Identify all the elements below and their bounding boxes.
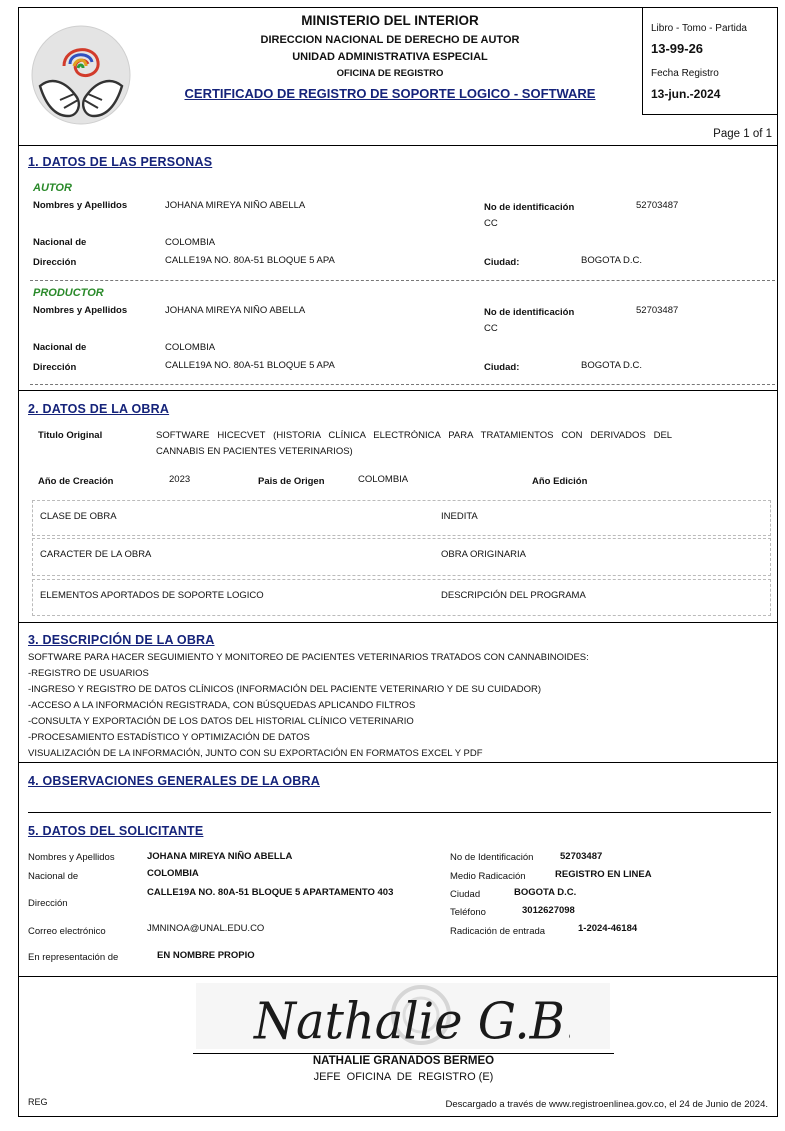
- ministry-logo: [30, 24, 132, 126]
- section4-title: 4. OBSERVACIONES GENERALES DE LA OBRA: [28, 774, 320, 788]
- applicant-name-label: Nombres y Apellidos: [28, 852, 115, 863]
- applicant-nationality-label: Nacional de: [28, 871, 79, 882]
- work-character-label: CARACTER DE LA OBRA: [40, 549, 152, 560]
- section1-title: 1. DATOS DE LAS PERSONAS: [28, 155, 213, 169]
- ministry-name: MINISTERIO DEL INTERIOR: [301, 13, 479, 28]
- applicant-name: JOHANA MIREYA NIÑO ABELLA: [147, 851, 293, 862]
- applicant-id-label: No de Identificación: [450, 852, 534, 863]
- divider: [18, 762, 778, 763]
- producer-nationality-label: Nacional de: [33, 342, 87, 353]
- applicant-nationality: COLOMBIA: [147, 868, 199, 879]
- applicant-address: CALLE19A NO. 80A-51 BLOQUE 5 APARTAMENTO 403: [147, 887, 394, 898]
- producer-id-type: CC: [484, 323, 498, 334]
- author-role: AUTOR: [33, 182, 72, 194]
- applicant-email-label: Correo electrónico: [28, 926, 106, 937]
- author-city: BOGOTA D.C.: [581, 255, 643, 266]
- divider: [18, 976, 778, 977]
- author-city-label: Ciudad:: [484, 257, 520, 268]
- author-name: JOHANA MIREYA NIÑO ABELLA: [165, 200, 306, 211]
- applicant-address-label: Dirección: [28, 898, 68, 909]
- author-address: CALLE19A NO. 80A-51 BLOQUE 5 APA: [165, 255, 335, 266]
- edition-label: Año Edición: [532, 476, 588, 487]
- producer-address: CALLE19A NO. 80A-51 BLOQUE 5 APA: [165, 360, 335, 371]
- producer-name: JOHANA MIREYA NIÑO ABELLA: [165, 305, 306, 316]
- applicant-city: BOGOTA D.C.: [514, 887, 577, 898]
- registry-date-value: 13-jun.-2024: [651, 87, 721, 101]
- applicant-phone-label: Teléfono: [450, 907, 486, 918]
- year-label: Año de Creación: [38, 476, 114, 487]
- dashed-separator: [30, 280, 775, 281]
- original-title-line2: CANNABIS EN PACIENTES VETERINARIOS): [156, 446, 353, 457]
- section3-title: 3. DESCRIPCIÓN DE LA OBRA: [28, 633, 215, 647]
- signature-line: [193, 1053, 614, 1054]
- work-character-value: OBRA ORIGINARIA: [441, 549, 526, 560]
- registry-value: 13-99-26: [651, 41, 704, 56]
- observations-underline: [28, 812, 771, 813]
- original-title-line1: SOFTWARE HICECVET (HISTORIA CLÍNICA ELECTRÓNICA PARA TRATAMIENTOS CON DERIVADOS DEL: [156, 430, 673, 441]
- work-class-label: CLASE DE OBRA: [40, 511, 117, 522]
- description-line: VISUALIZACIÓN DE LA INFORMACIÓN, JUNTO CON SU EXPORTACIÓN EN FORMATOS EXCEL Y PDF: [28, 748, 483, 759]
- author-nationality-label: Nacional de: [33, 237, 87, 248]
- software-elements-label: ELEMENTOS APORTADOS DE SOPORTE LOGICO: [40, 590, 264, 601]
- divider: [18, 622, 778, 623]
- description-line: -ACCESO A LA INFORMACIÓN REGISTRADA, CON BÚSQUEDAS APLICANDO FILTROS: [28, 700, 416, 711]
- producer-name-label: Nombres y Apellidos: [33, 305, 128, 316]
- signatory-position: JEFE OFICINA DE REGISTRO (E): [313, 1071, 494, 1083]
- footer-code: REG: [28, 1097, 48, 1107]
- producer-nationality: COLOMBIA: [165, 342, 216, 353]
- applicant-id-value: 52703487: [560, 851, 603, 862]
- page-number: Page 1 of 1: [713, 128, 772, 140]
- section5-title: 5. DATOS DEL SOLICITANTE: [28, 824, 204, 838]
- registry-date-label: Fecha Registro: [651, 68, 719, 79]
- author-address-label: Dirección: [33, 257, 77, 268]
- filing-number-label: Radicación de entrada: [450, 926, 546, 937]
- year-value: 2023: [169, 474, 191, 485]
- certificate-title: CERTIFICADO DE REGISTRO DE SOPORTE LOGICO - SOFTWARE: [184, 86, 596, 101]
- producer-city-label: Ciudad:: [484, 362, 520, 373]
- signature-image: [250, 986, 570, 1052]
- filing-medium: REGISTRO EN LINEA: [555, 869, 652, 880]
- filing-number: 1-2024-46184: [578, 923, 638, 934]
- divider: [18, 390, 778, 391]
- producer-address-label: Dirección: [33, 362, 77, 373]
- description-line: -INGRESO Y REGISTRO DE DATOS CLÍNICOS (INFORMACIÓN DEL PACIENTE VETERINARIO Y DE SU CUIDADOR): [28, 684, 542, 695]
- country-value: COLOMBIA: [358, 474, 409, 485]
- author-id-label: No de identificación: [484, 202, 575, 213]
- filing-medium-label: Medio Radicación: [450, 871, 526, 882]
- divider: [18, 145, 778, 146]
- dashed-separator: [30, 384, 775, 385]
- author-id-type: CC: [484, 218, 498, 229]
- description-line: -CONSULTA Y EXPORTACIÓN DE LOS DATOS DEL HISTORIAL CLÍNICO VETERINARIO: [28, 716, 414, 727]
- author-nationality: COLOMBIA: [165, 237, 216, 248]
- producer-role: PRODUCTOR: [33, 287, 104, 299]
- registry-label: Libro - Tomo - Partida: [651, 23, 747, 34]
- svg-text:Nathalie G.B.: Nathalie G.B.: [254, 991, 570, 1051]
- producer-id-label: No de identificación: [484, 307, 575, 318]
- description-line: -REGISTRO DE USUARIOS: [28, 668, 149, 679]
- applicant-city-label: Ciudad: [450, 889, 481, 900]
- description-line: SOFTWARE PARA HACER SEGUIMIENTO Y MONITOREO DE PACIENTES VETERINARIOS TRATADOS CON CANNABINOIDES:: [28, 652, 589, 663]
- country-label: Pais de Origen: [258, 476, 325, 487]
- representation-label: En representación de: [28, 952, 119, 963]
- directorate-name: DIRECCION NACIONAL DE DERECHO DE AUTOR: [260, 34, 520, 46]
- producer-city: BOGOTA D.C.: [581, 360, 643, 371]
- unit-name: UNIDAD ADMINISTRATIVA ESPECIAL: [292, 51, 488, 63]
- applicant-phone: 3012627098: [522, 905, 575, 916]
- signatory-name: NATHALIE GRANADOS BERMEO: [312, 1055, 495, 1067]
- author-name-label: Nombres y Apellidos: [33, 200, 128, 211]
- work-attribute-row: [32, 500, 771, 536]
- description-line: -PROCESAMIENTO ESTADÍSTICO Y OPTIMIZACIÓN DE DATOS: [28, 732, 310, 743]
- section2-title: 2. DATOS DE LA OBRA: [28, 402, 170, 416]
- representation-value: EN NOMBRE PROPIO: [157, 950, 255, 961]
- original-title-label: Titulo Original: [38, 430, 103, 441]
- work-class-value: INEDITA: [441, 511, 478, 522]
- applicant-email: JMNINOA@UNAL.EDU.CO: [147, 923, 265, 934]
- office-name: OFICINA DE REGISTRO: [336, 68, 444, 79]
- download-note: Descargado a través de www.registroenlinea.gov.co, el 24 de Junio de 2024.: [445, 1099, 768, 1110]
- software-elements-value: DESCRIPCIÓN DEL PROGRAMA: [441, 590, 586, 601]
- author-id-value: 52703487: [636, 200, 679, 211]
- producer-id-value: 52703487: [636, 305, 679, 316]
